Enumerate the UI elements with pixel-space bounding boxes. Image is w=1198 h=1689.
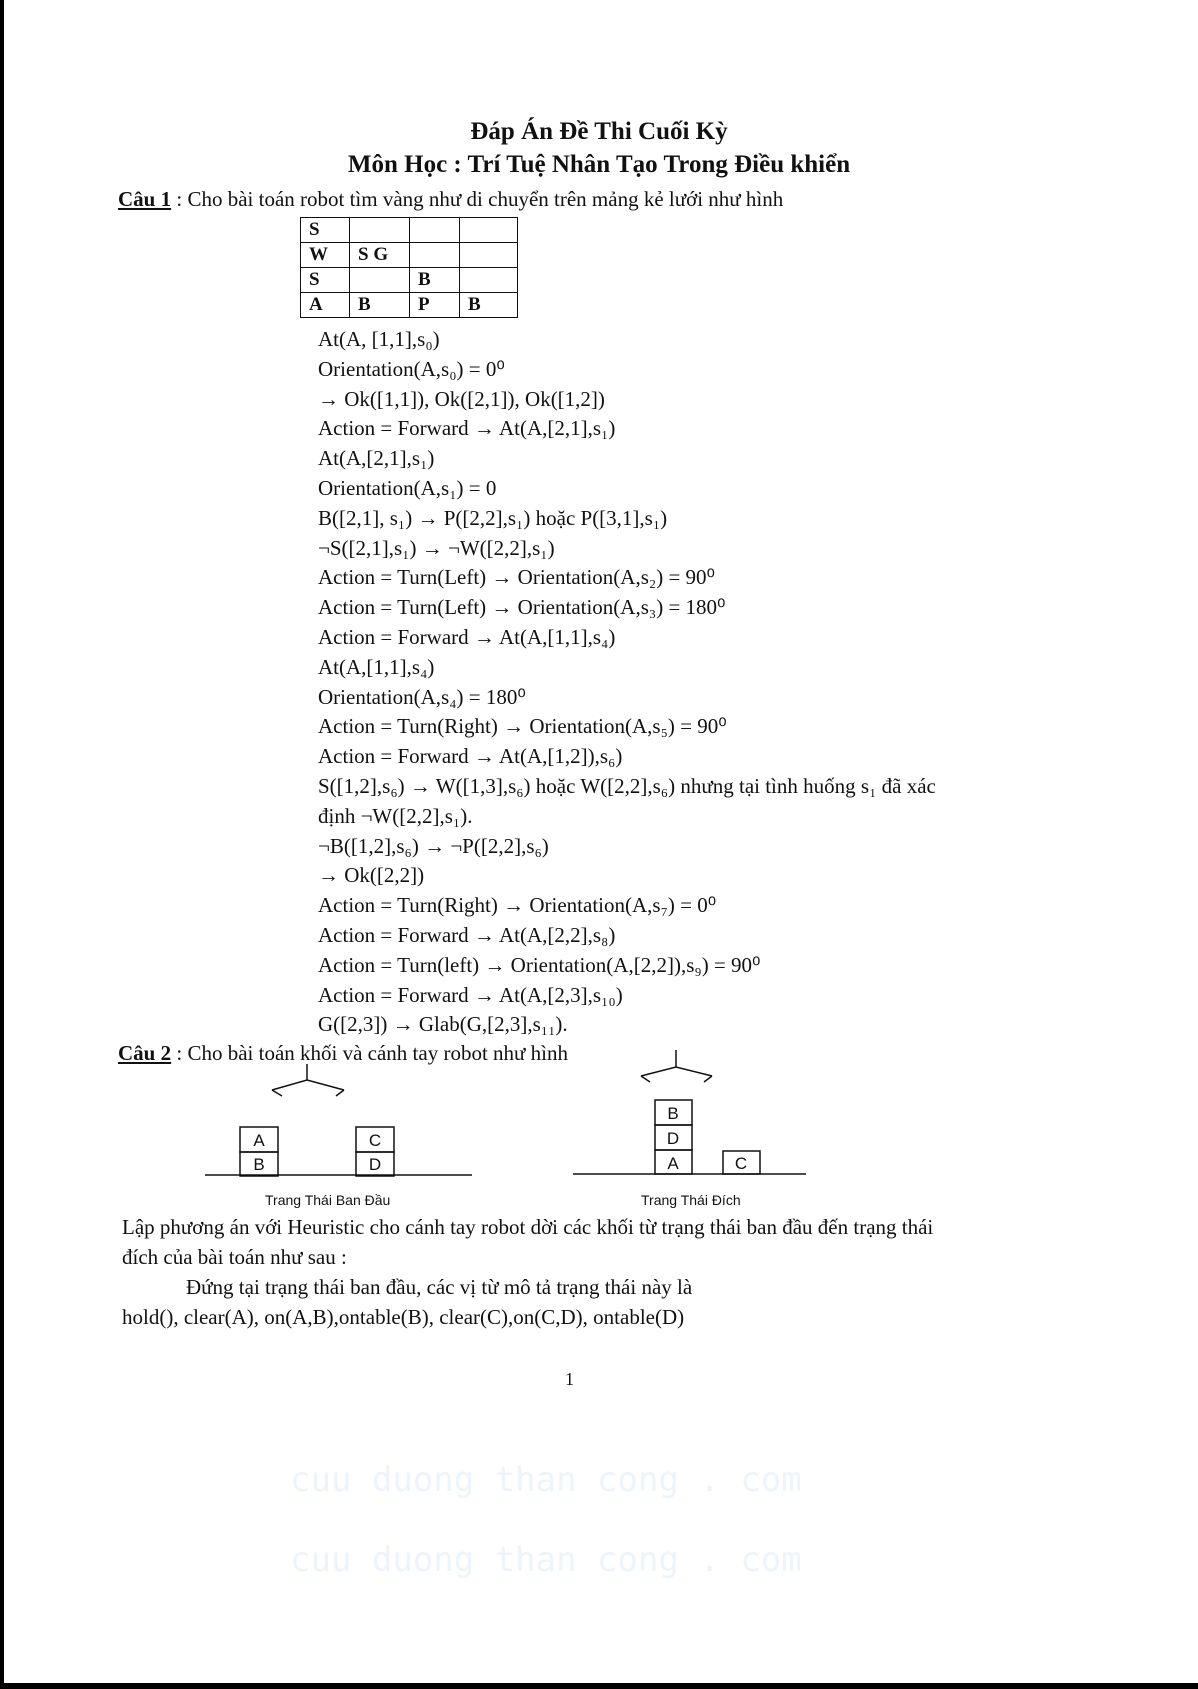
initial-state-caption: Trang Thái Ban Đầu [265,1192,391,1208]
scan-border-bottom [0,1683,1198,1689]
answer-line: At(A,[2,1],s₁) [318,446,435,471]
grid-cell: P [410,293,460,318]
answer-line: → Ok([1,1]), Ok([2,1]), Ok([1,2]) [318,386,605,411]
blocks-diagram [0,1040,1198,1190]
block-b: B [667,1104,679,1123]
question-2-text: : Cho bài toán khối và cánh tay robot như hình [171,1041,569,1065]
scan-border-left [0,0,4,1689]
answer-line: At(A, [1,1],s₀) [318,327,440,351]
grid-cell: W [301,243,350,268]
answer-line: Action = Turn(left) → Orientation(A,[2,2]),s₉) = 90⁰ [318,952,761,977]
block-c: C [368,1131,382,1150]
grid-cell [350,218,410,243]
answer-line: Action = Turn(Right) → Orientation(A,s₅) = 90⁰ [318,714,727,739]
grid-cell [460,218,518,243]
page-subtitle: Môn Học : Trí Tuệ Nhân Tạo Trong Điều khiển [347,151,851,178]
page-title: Đáp Án Đề Thi Cuối Kỳ [470,118,728,145]
paragraph: Lập phương án với Heuristic cho cánh tay robot dời các khối từ trạng thái ban đầu đến trạng thái [122,1215,934,1239]
page-number: 1 [565,1369,574,1389]
answer-line: Action = Forward → At(A,[2,2],s₈) [318,923,616,947]
block-c: C [734,1154,748,1173]
grid-cell [460,243,518,268]
answer-line: Action = Forward → At(A,[1,2]),s₆) [318,744,623,769]
question-1-text: : Cho bài toán robot tìm vàng như di chuyển trên mảng kẻ lưới như hình [171,187,784,211]
goal-state-caption: Trang Thái Đích [641,1192,741,1208]
answer-line: Action = Turn(Right) → Orientation(A,s₇) = 0⁰ [318,893,717,918]
answer-line: Action = Forward → At(A,[1,1],s₄) [318,625,616,649]
paragraph: Đứng tại trạng thái ban đầu, các vị từ mô tả trạng thái này là [186,1275,693,1299]
question-1-prompt [118,186,783,212]
block-d: D [666,1129,680,1148]
paragraph: đích của bài toán như sau : [122,1245,347,1269]
answer-line: Orientation(A,s₀) = 0⁰ [318,356,505,381]
answer-line: Action = Forward → At(A,[2,3],s₁₀) [318,982,623,1007]
answer-line: Orientation(A,s₁) = 0 [318,476,497,500]
block-b: B [253,1155,265,1174]
wumpus-grid [300,217,518,318]
question-2-label: Câu 2 [118,1041,172,1065]
answer-line: G([2,3]) → Glab(G,[2,3],s₁₁). [318,1012,568,1037]
robot-gripper-icon-initial [272,1064,344,1096]
grid-cell [410,243,460,268]
grid-cell: B [410,268,460,293]
answer-line: At(A,[1,1],s₄) [318,654,435,679]
grid-cell: S [301,268,350,293]
answer-line: Action = Forward → At(A,[2,1],s₁) [318,416,616,441]
block-a: A [253,1131,265,1150]
watermark: cuu duong than cong . com [290,1460,802,1500]
answer-line: → Ok([2,2]) [318,863,425,888]
answer-line: Orientation(A,s₄) = 180⁰ [318,684,526,709]
answer-line: định ¬W([2,2],s₁). [318,803,473,828]
grid-cell: B [350,293,410,318]
answer-line: B([2,1], s₁) → P([2,2],s₁) hoặc P([3,1],s₁) [318,505,668,530]
watermark: cuu duong than cong . com [290,1540,802,1580]
grid-cell [410,218,460,243]
robot-gripper-icon-goal [641,1050,712,1082]
block-a: A [667,1154,679,1173]
paragraph: hold(), clear(A), on(A,B),ontable(B), clear(C),on(C,D), ontable(D) [122,1305,685,1329]
grid-cell [350,268,410,293]
grid-cell: S G [350,243,410,268]
answer-line: S([1,2],s₆) → W([1,3],s₆) hoặc W([2,2],s₆) nhưng tại tình huống s₁ đã xác [318,774,936,798]
answer-line: Action = Turn(Left) → Orientation(A,s₃) = 180⁰ [318,595,726,620]
block-d: D [368,1155,382,1174]
grid-cell: A [301,293,350,318]
question-1-label: Câu 1 [118,187,172,211]
grid-cell: S [301,218,350,243]
answer-line: ¬B([1,2],s₆) → ¬P([2,2],s₆) [318,833,549,858]
answer-line: Action = Turn(Left) → Orientation(A,s₂) = 90⁰ [318,565,715,590]
answer-line: ¬S([2,1],s₁) → ¬W([2,2],s₁) [318,535,555,560]
grid-cell [460,268,518,293]
grid-cell: B [460,293,518,318]
